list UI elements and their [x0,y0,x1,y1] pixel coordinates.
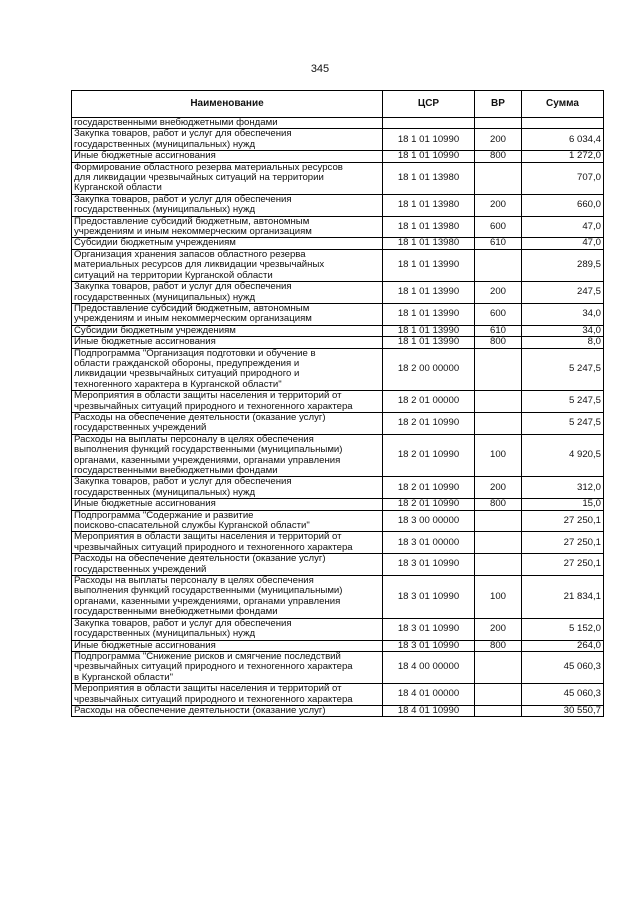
row-name-line: Расходы на обеспечение деятельности (оказание услуг) [74,553,326,565]
row-name-line: Закупка товаров, работ и услуг для обеспечения [74,193,292,205]
table-row [72,510,604,532]
row-csr-cell: 18 1 01 13990 [383,303,475,325]
row-name-line: Субсидии бюджетным учреждениям [74,237,236,249]
row-sum-cell: 15,0 [522,499,604,510]
row-name-line: Предоставление субсидий бюджетным, автономным [74,215,310,227]
table-row [72,162,604,194]
row-name-line: Расходы на обеспечение деятельности (оказание услуг) [74,704,326,716]
row-name-line: Подпрограмма "Организация подготовки и обучение в [74,347,316,359]
row-name-cell [72,337,383,348]
row-csr-cell: 18 1 01 13980 [383,162,475,194]
row-name-cell [72,618,383,640]
row-sum-cell: 30 550,7 [522,705,604,716]
row-csr-cell: 18 3 01 10990 [383,554,475,576]
row-sum-cell [522,118,604,129]
row-name-line: учреждениям и иным некоммерческим организациям [74,226,312,238]
row-name-cell [72,325,383,336]
row-vr-cell [475,412,522,434]
row-vr-cell: 800 [475,499,522,510]
row-name-line: Закупка товаров, работ и услуг для обеспечения [74,476,292,488]
row-name-line: ситуаций на территории Курганской области [74,269,273,281]
row-name-line: Курганской области [74,182,162,194]
row-name-line: государственных (муниципальных) нужд [74,204,256,216]
row-vr-cell: 200 [475,618,522,640]
column-header-csr: ЦСР [383,91,475,118]
row-csr-cell: 18 2 01 10990 [383,412,475,434]
row-sum-cell: 247,5 [522,282,604,304]
row-name-line: учреждениям и иным некоммерческим организациям [74,313,312,325]
row-name-line: государственными внебюджетными фондами [74,117,278,128]
row-name-line: органами, казенными учреждениями, органами управления [74,595,341,607]
row-csr-cell: 18 2 00 00000 [383,348,475,391]
row-csr-cell: 18 4 01 10990 [383,705,475,716]
row-name-cell [72,303,383,325]
row-name-line: Подпрограмма "Содержание и развитие [74,509,254,521]
row-name-line: Организация хранения запасов областного резерва [74,248,306,260]
table-body [72,118,604,717]
row-name-line: техногенного характера в Курганской области" [74,378,282,390]
row-name-line: Расходы на выплаты персоналу в целях обеспечения [74,433,314,445]
row-sum-cell: 289,5 [522,249,604,281]
row-name-line: в Курганской области" [74,671,174,683]
row-csr-cell: 18 2 01 10990 [383,434,475,477]
row-sum-cell: 660,0 [522,194,604,216]
row-vr-cell: 800 [475,640,522,651]
row-vr-cell: 100 [475,576,522,619]
row-name-line: для ликвидации чрезвычайных ситуаций на территории [74,172,324,184]
row-vr-cell: 200 [475,129,522,151]
row-name-line: органами, казенными учреждениями, органами управления [74,454,341,466]
row-csr-cell: 18 3 01 10990 [383,618,475,640]
row-name-line: выполнения функций государственными (муниципальными) [74,444,343,456]
row-sum-cell: 5 152,0 [522,618,604,640]
row-name-line: Мероприятия в области защиты населения и территорий от [74,531,342,543]
table-row [72,282,604,304]
row-name-line: Подпрограмма "Снижение рисков и смягчение последствий [74,650,341,662]
row-name-cell [72,194,383,216]
row-sum-cell: 45 060,3 [522,651,604,683]
row-name-cell [72,576,383,619]
row-sum-cell: 6 034,4 [522,129,604,151]
row-name-cell [72,532,383,554]
row-vr-cell: 100 [475,434,522,477]
row-name-cell [72,434,383,477]
table-row [72,238,604,249]
row-name-cell [72,651,383,683]
row-name-line: выполнения функций государственными (муниципальными) [74,585,343,597]
row-name-line: государственных (муниципальных) нужд [74,291,256,303]
row-name-line: области гражданской обороны, предупреждения и [74,357,300,369]
row-name-cell [72,391,383,413]
row-name-line: поисково-спасательной службы Курганской области" [74,520,310,532]
row-name-line: государственными внебюджетными фондами [74,465,278,476]
row-vr-cell [475,554,522,576]
table-row [72,337,604,348]
table-row [72,651,604,683]
table-row [72,705,604,716]
row-name-cell [72,412,383,434]
row-csr-cell: 18 1 01 13990 [383,249,475,281]
row-name-line: Иные бюджетные ассигнования [74,150,216,162]
table-row [72,532,604,554]
table-row [72,576,604,619]
row-sum-cell: 45 060,3 [522,684,604,706]
row-sum-cell: 5 247,5 [522,412,604,434]
row-sum-cell: 27 250,1 [522,532,604,554]
row-vr-cell [475,532,522,554]
row-name-cell [72,640,383,651]
column-header-name: Наименование [72,91,383,118]
row-vr-cell [475,510,522,532]
row-csr-cell: 18 3 01 10990 [383,640,475,651]
row-name-line: Иные бюджетные ассигнования [74,498,216,510]
row-csr-cell: 18 4 00 00000 [383,651,475,683]
row-name-cell [72,282,383,304]
row-name-line: Мероприятия в области защиты населения и территорий от [74,390,342,402]
row-csr-cell: 18 1 01 13980 [383,238,475,249]
row-name-line: Мероприятия в области защиты населения и территорий от [74,683,342,695]
row-vr-cell [475,391,522,413]
row-csr-cell: 18 3 01 00000 [383,532,475,554]
row-csr-cell: 18 3 01 10990 [383,576,475,619]
row-sum-cell: 5 247,5 [522,391,604,413]
row-sum-cell: 34,0 [522,325,604,336]
row-vr-cell [475,684,522,706]
table-row [72,554,604,576]
row-vr-cell: 200 [475,477,522,499]
row-vr-cell: 800 [475,151,522,162]
row-vr-cell [475,348,522,391]
row-name-cell [72,554,383,576]
row-name-cell [72,118,383,129]
row-csr-cell: 18 2 01 10990 [383,477,475,499]
table-row [72,118,604,129]
table-row [72,348,604,391]
row-vr-cell: 800 [475,337,522,348]
row-name-cell [72,162,383,194]
row-sum-cell: 707,0 [522,162,604,194]
row-name-line: Расходы на обеспечение деятельности (оказание услуг) [74,411,326,423]
row-name-line: чрезвычайных ситуаций природного и техногенного характера [74,693,353,705]
row-name-line: чрезвычайных ситуаций природного и техногенного характера [74,541,353,553]
table-row [72,325,604,336]
row-name-line: Расходы на выплаты персоналу в целях обеспечения [74,575,314,587]
table-row [72,216,604,238]
row-sum-cell: 47,0 [522,216,604,238]
row-name-cell [72,216,383,238]
row-name-line: чрезвычайных ситуаций природного и техногенного характера [74,400,353,412]
row-csr-cell: 18 1 01 13990 [383,325,475,336]
row-csr-cell: 18 1 01 13980 [383,194,475,216]
row-name-line: материальных ресурсов для ликвидации чрезвычайных [74,259,325,271]
table-header-row [72,91,604,118]
row-name-line: Закупка товаров, работ и услуг для обеспечения [74,128,292,140]
row-name-line: ликвидации чрезвычайных ситуаций природного и [74,368,300,380]
table-row [72,129,604,151]
page-number: 345 [310,63,330,75]
row-sum-cell: 264,0 [522,640,604,651]
row-vr-cell: 610 [475,238,522,249]
row-name-line: государственных учреждений [74,422,207,434]
row-vr-cell: 610 [475,325,522,336]
table-row [72,249,604,281]
row-name-cell [72,151,383,162]
row-csr-cell: 18 1 01 10990 [383,129,475,151]
row-sum-cell: 8,0 [522,337,604,348]
row-vr-cell: 600 [475,303,522,325]
column-header-vr: ВР [475,91,522,118]
row-name-cell [72,684,383,706]
row-name-line: Формирование областного резерва материальных ресурсов [74,161,343,173]
row-name-line: государственных (муниципальных) нужд [74,138,256,150]
row-name-line: чрезвычайных ситуаций природного и техногенного характера [74,661,353,673]
row-name-line: государственных (муниципальных) нужд [74,486,256,498]
row-csr-cell: 18 4 01 00000 [383,684,475,706]
row-name-line: Предоставление субсидий бюджетным, автономным [74,302,310,314]
row-vr-cell: 200 [475,194,522,216]
row-name-line: государственных учреждений [74,563,207,575]
row-name-cell [72,249,383,281]
row-name-line: Иные бюджетные ассигнования [74,639,216,651]
row-name-line: Субсидии бюджетным учреждениям [74,324,236,336]
table-row [72,434,604,477]
row-sum-cell: 4 920,5 [522,434,604,477]
row-name-cell [72,705,383,716]
budget-table [71,90,604,717]
row-name-cell [72,477,383,499]
row-sum-cell: 5 247,5 [522,348,604,391]
table-row [72,477,604,499]
table-row [72,391,604,413]
row-sum-cell: 1 272,0 [522,151,604,162]
table-row [72,499,604,510]
row-sum-cell: 21 834,1 [522,576,604,619]
row-csr-cell: 18 1 01 10990 [383,151,475,162]
row-name-cell [72,238,383,249]
row-csr-cell: 18 1 01 13990 [383,337,475,348]
row-csr-cell: 18 1 01 13980 [383,216,475,238]
table-row [72,684,604,706]
row-name-line: Закупка товаров, работ и услуг для обеспечения [74,617,292,629]
row-vr-cell [475,705,522,716]
table-row [72,151,604,162]
row-sum-cell: 27 250,1 [522,510,604,532]
row-name-cell [72,510,383,532]
row-name-cell [72,129,383,151]
table-row [72,640,604,651]
row-name-line: Иные бюджетные ассигнования [74,336,216,348]
row-csr-cell: 18 2 01 10990 [383,499,475,510]
row-vr-cell: 600 [475,216,522,238]
row-name-cell [72,499,383,510]
table-row [72,303,604,325]
table-row [72,194,604,216]
row-name-cell [72,348,383,391]
column-header-sum: Сумма [522,91,604,118]
row-csr-cell: 18 2 01 00000 [383,391,475,413]
row-vr-cell [475,118,522,129]
row-csr-cell: 18 1 01 13990 [383,282,475,304]
table-row [72,618,604,640]
row-vr-cell: 200 [475,282,522,304]
table-row [72,412,604,434]
row-vr-cell [475,162,522,194]
row-csr-cell [383,118,475,129]
row-vr-cell [475,651,522,683]
row-vr-cell [475,249,522,281]
row-csr-cell: 18 3 00 00000 [383,510,475,532]
row-sum-cell: 27 250,1 [522,554,604,576]
row-name-line: Закупка товаров, работ и услуг для обеспечения [74,281,292,293]
row-sum-cell: 47,0 [522,238,604,249]
row-sum-cell: 34,0 [522,303,604,325]
row-name-line: государственными внебюджетными фондами [74,606,278,618]
row-name-line: государственных (муниципальных) нужд [74,628,256,640]
row-sum-cell: 312,0 [522,477,604,499]
